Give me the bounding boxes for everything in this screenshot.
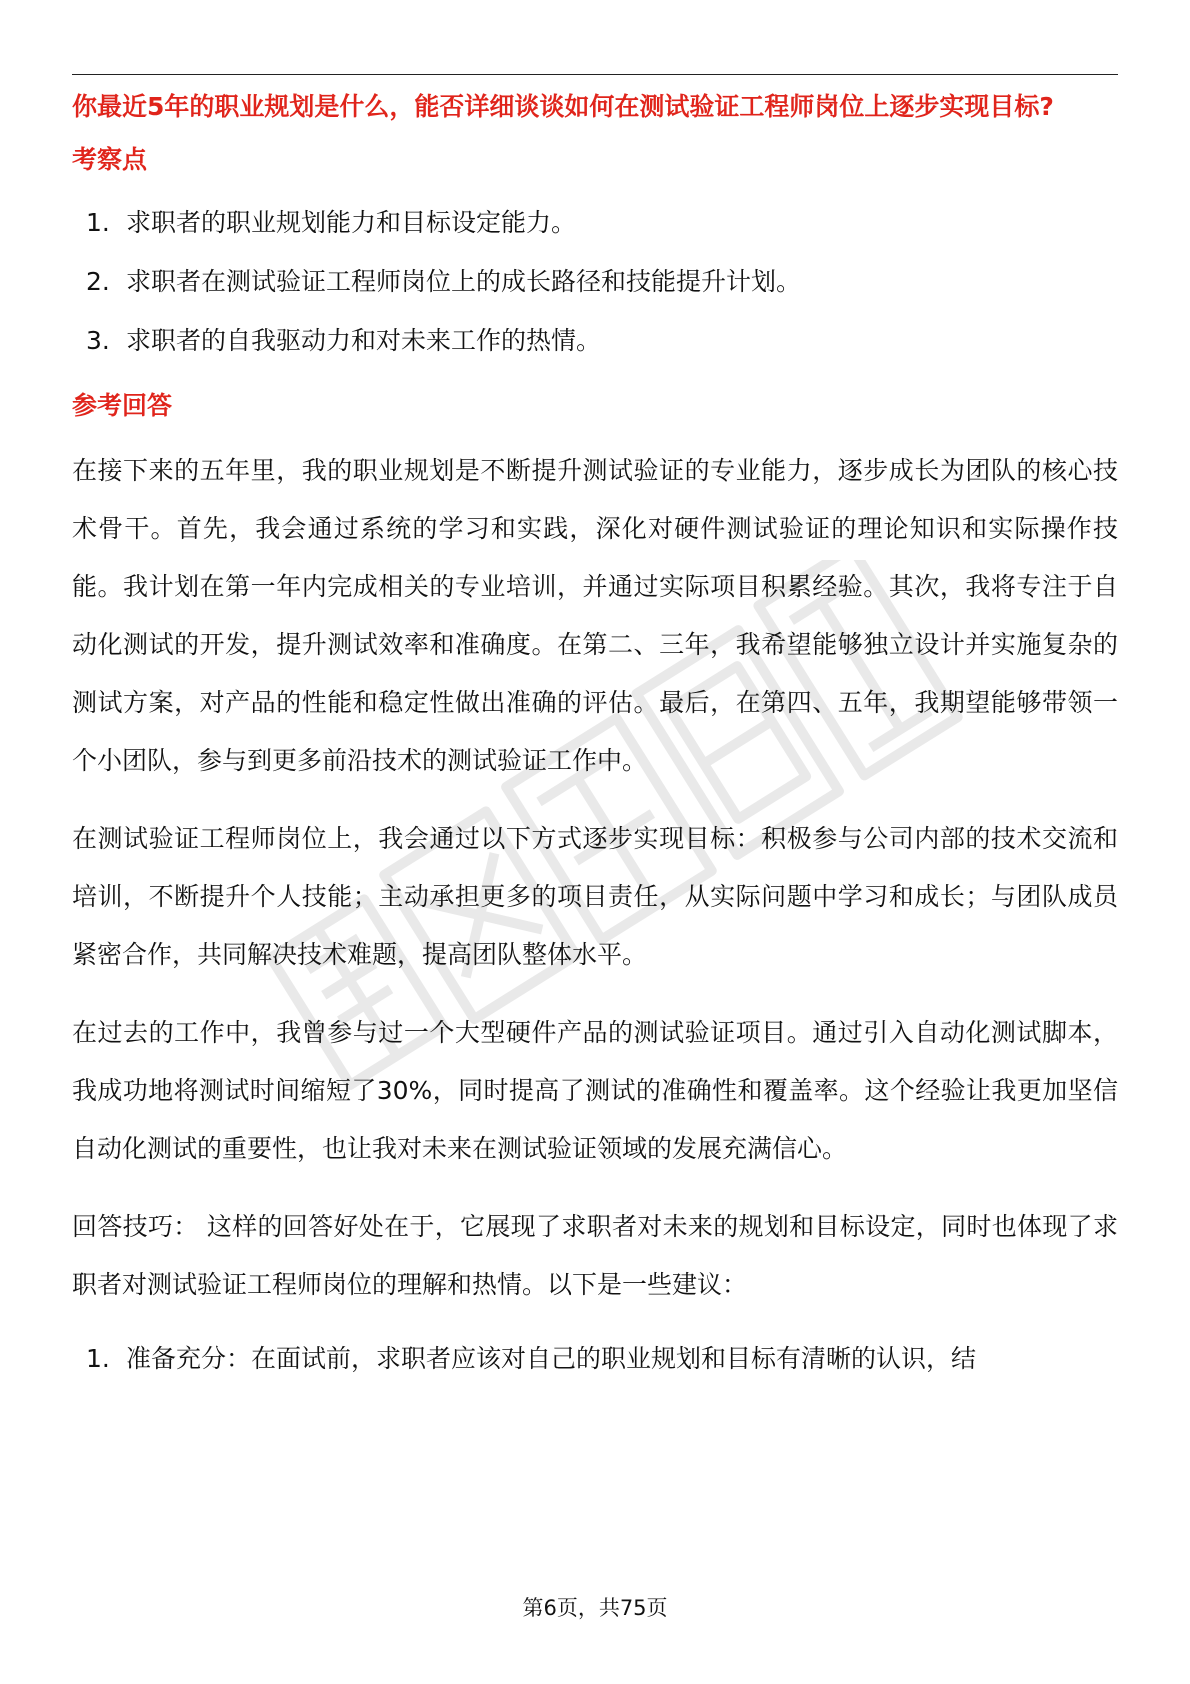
list-item: [72, 263, 1118, 300]
list-item: [72, 204, 1118, 241]
list-item-number: 1.: [86, 1344, 110, 1373]
list-item-text: 准备充分：在面试前，求职者应该对自己的职业规划和目标有清晰的认识，结: [126, 1344, 977, 1373]
answer-paragraph: 在接下来的五年里，我的职业规划是不断提升测试验证的专业能力，逐步成长为团队的核心技术骨干。首先，我会通过系统的学习和实践，深化对硬件测试验证的理论知识和实际操作技能。我计划在第一年内完成相关的专业培训，并通过实际项目积累经验。其次，我将专注于自动化测试的开发，提升测试效率和准确度。在第二、三年，我希望能够独立设计并实施复杂的测试方案，对产品的性能和稳定性做出准确的评估。最后，在第四、五年，我期望能够带领一个小团队，参与到更多前沿技术的测试验证工作中。: [72, 456, 1118, 775]
exam-points-list: [72, 204, 1118, 359]
document-content: [72, 88, 1118, 1377]
question-title: 你最近5年的职业规划是什么，能否详细谈谈如何在测试验证工程师岗位上逐步实现目标?: [72, 92, 1054, 121]
section-title-exam-points: 考察点: [72, 145, 148, 174]
answer-tips-paragraph: 回答技巧： 这样的回答好处在于，它展现了求职者对未来的规划和目标设定，同时也体现了求职者对测试验证工程师岗位的理解和热情。以下是一些建议：: [72, 1212, 1118, 1299]
list-item-text: 求职者的自我驱动力和对未来工作的热情。: [126, 326, 602, 355]
list-item-text: 求职者的职业规划能力和目标设定能力。: [126, 208, 577, 237]
list-item-number: 1.: [86, 208, 110, 237]
answer-paragraph: 在测试验证工程师岗位上，我会通过以下方式逐步实现目标：积极参与公司内部的技术交流和培训，不断提升个人技能；主动承担更多的项目责任，从实际问题中学习和成长；与团队成员紧密合作，共同解决技术难题，提高团队整体水平。: [72, 824, 1118, 969]
header-rule: [72, 74, 1118, 75]
tips-list: [72, 1340, 1118, 1377]
list-item: [72, 1340, 1118, 1377]
list-item: [72, 322, 1118, 359]
section-title-reference-answer: 参考回答: [72, 391, 173, 420]
page-number-footer: 第6页，共75页: [522, 1596, 668, 1620]
list-item-text: 求职者在测试验证工程师岗位上的成长路径和技能提升计划。: [126, 267, 802, 296]
answer-paragraph: 在过去的工作中，我曾参与过一个大型硬件产品的测试验证项目。通过引入自动化测试脚本，我成功地将测试时间缩短了30%，同时提高了测试的准确性和覆盖率。这个经验让我更加坚信自动化测试的重要性，也让我对未来在测试验证领域的发展充满信心。: [72, 1018, 1118, 1163]
list-item-number: 2.: [86, 267, 110, 296]
list-item-number: 3.: [86, 326, 110, 355]
